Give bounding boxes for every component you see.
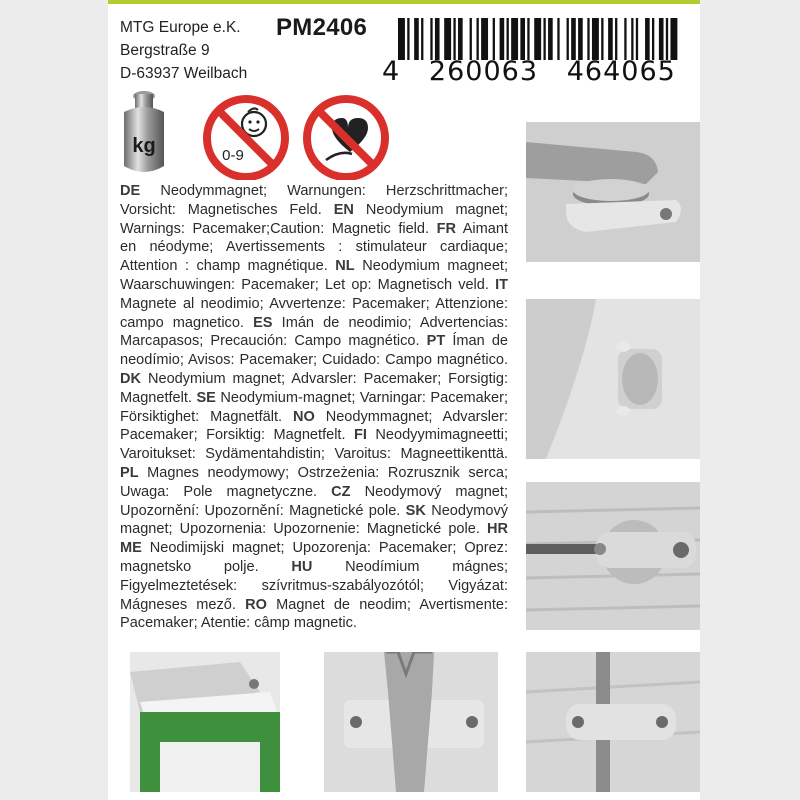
language-code: DE [120, 183, 141, 199]
barcode-bar [493, 18, 495, 60]
warning-text: Imán de neodimio; Advertencias: Marcapasos; Precaución: Campo magnético. [120, 314, 508, 350]
language-code: SK [405, 502, 426, 519]
photo-screwdriver [526, 482, 700, 630]
barcode-bar [421, 18, 423, 60]
barcode-bar [481, 18, 488, 60]
weight-label: kg [132, 135, 156, 157]
photo-knife-wall [526, 652, 700, 792]
language-code: NL [335, 258, 355, 275]
photo-wrench-wall [324, 652, 498, 792]
barcode-bar [430, 18, 432, 60]
barcode-bar [477, 18, 479, 60]
photo-magnet-wrench [526, 122, 700, 262]
no-children-icon [207, 99, 285, 177]
language-code: FR [436, 220, 456, 237]
warning-text: Aimant en néodyme; Avertissements : stimulateur cardiaque; Attention : champ magnétique. [120, 220, 508, 275]
multilingual-warnings [120, 182, 508, 633]
barcode-bar [571, 18, 576, 60]
warning-text: Magnes neodymowy; Ostrzeżenia: Rozrusznik serca; Uwaga: Pole magnetyczne. [120, 464, 509, 500]
barcode-bar [444, 18, 451, 60]
warning-text: Neodyymimagneetti; Varoitukset: Sydämentahdistin; Varoitus: Magneettikenttä. [120, 427, 508, 463]
barcode-bar [407, 18, 409, 60]
barcode-bar [414, 18, 419, 60]
barcode-bar [520, 18, 525, 60]
company-city: D-63937 Weilbach [120, 65, 248, 82]
barcode-bar [652, 18, 654, 60]
barcode-bar [557, 18, 559, 60]
language-code: ES [253, 314, 273, 331]
warning-text: Neodímium mágnes; Figyelmeztetések: szívritmus-szabályozótól; Vigyázat: Mágneses mező. [120, 558, 508, 613]
barcode-bar [666, 18, 668, 60]
barcode-bar [543, 18, 545, 60]
warning-icons [120, 88, 410, 180]
barcode-bar [631, 18, 633, 60]
barcode-bar [601, 18, 603, 60]
barcode-bar [659, 18, 664, 60]
product-label [108, 0, 700, 800]
barcode-bar [548, 18, 553, 60]
company-street: Bergstraße 9 [120, 42, 210, 59]
language-code: NO [292, 408, 315, 425]
barcode-bar [470, 18, 472, 60]
barcode-number: 4 260063 464065 [382, 56, 676, 87]
warning-text: Neodymový magnet; Upozornenia: Upozornenie: Magnetické pole. [120, 502, 508, 538]
language-code: RO [245, 596, 267, 613]
language-code: PT [426, 333, 446, 350]
language-code: FI [353, 427, 367, 444]
photo-magnet-wall [526, 299, 700, 459]
barcode-bar [453, 18, 455, 60]
language-code: DK [120, 370, 142, 387]
language-code: SE [196, 389, 216, 406]
barcode-bar [507, 18, 509, 60]
barcode-bar [534, 18, 541, 60]
language-code: EN [333, 201, 354, 218]
barcode-bar [527, 18, 529, 60]
language-code: IT [495, 276, 508, 293]
barcode-bar [624, 18, 626, 60]
weight-icon [124, 91, 164, 172]
barcode-bar [435, 18, 440, 60]
barcode-bar [458, 18, 463, 60]
barcode-bar [645, 18, 650, 60]
language-code: HR ME [120, 521, 508, 557]
barcode-bar [670, 18, 677, 60]
warning-text: Neodymmagnet; Warnungen: Herzschrittmacher; Vorsicht: Magnetisches Feld. [120, 183, 508, 218]
barcode-bar [398, 18, 405, 60]
warning-text: Magnet de neodim; Avertismente: Pacemaker; Atentie: câmp magnetic. [120, 596, 508, 632]
warning-text: Neodymium magnet; Warnings: Pacemaker;Caution: Magnetic field. [120, 201, 509, 237]
barcode-bar [500, 18, 505, 60]
barcode-bar [587, 18, 589, 60]
barcode [398, 18, 682, 60]
barcode-bar [511, 18, 518, 60]
barcode-bar [608, 18, 613, 60]
warning-text: Neodimijski magnet; Upozorenja: Pacemaker; Oprez: magnetsko polje. [120, 540, 508, 575]
company-name: MTG Europe e.K. [120, 19, 241, 36]
barcode-bar [567, 18, 569, 60]
warning-text: Neodymový magnet; Upozornění: Upozornění: Magnetické pole. [120, 483, 508, 519]
language-code: CZ [331, 483, 351, 500]
barcode-bar [636, 18, 638, 60]
company-address [120, 16, 247, 85]
warning-text: Magnete al neodimio; Avvertenze: Pacemaker; Attenzione: campo magnetico. [120, 295, 508, 331]
barcode-bar [615, 18, 617, 60]
warning-text: Íman de neodímio; Avisos: Pacemaker; Cuidado: Campo magnético. [120, 333, 508, 369]
age-label: 0-9 [222, 147, 244, 164]
warning-text: Neodymmagnet; Advarsler: Pacemaker; Forsiktig: Magnetfelt. [120, 408, 508, 444]
product-code: PM2406 [276, 14, 368, 41]
warning-text: Neodymium-magnet; Varningar: Pacemaker; Försiktighet: Magnetfält. [120, 389, 509, 425]
no-pacemaker-icon [307, 99, 385, 177]
warning-text: Neodymium magnet; Advarsler: Pacemaker; Forsigtig: Magnetfelt. [120, 370, 509, 406]
barcode-bar [592, 18, 599, 60]
photo-book [130, 652, 280, 792]
warning-text: Neodymium magneet; Waarschuwingen: Pacemaker; Let op: Magnetisch veld. [120, 258, 508, 293]
language-code: HU [291, 558, 313, 575]
barcode-bar [578, 18, 583, 60]
language-code: PL [120, 464, 139, 481]
